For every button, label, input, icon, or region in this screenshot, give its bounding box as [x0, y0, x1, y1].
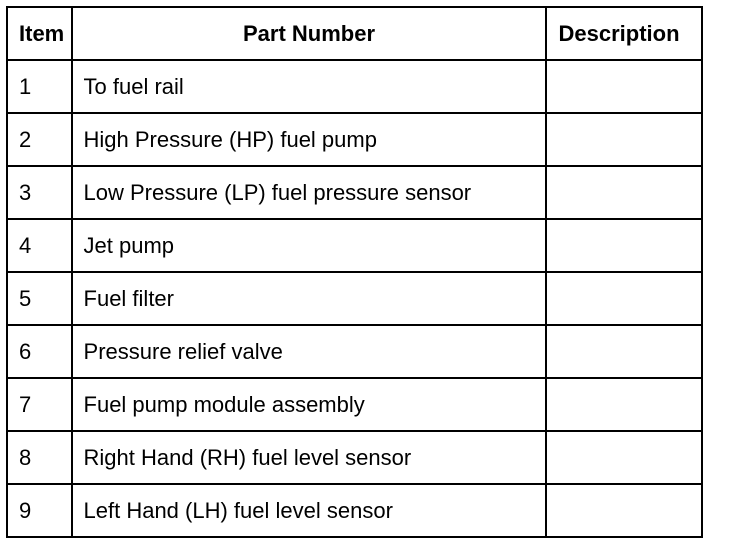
description-cell	[546, 219, 702, 272]
item-cell: 6	[7, 325, 72, 378]
item-cell: 7	[7, 378, 72, 431]
part-number-cell: To fuel rail	[72, 60, 547, 113]
table-row	[7, 219, 702, 272]
table-row	[7, 272, 702, 325]
description-cell	[546, 431, 702, 484]
item-cell: 1	[7, 60, 72, 113]
part-number-cell: Fuel filter	[72, 272, 547, 325]
table-header	[7, 7, 702, 60]
part-number-cell: Left Hand (LH) fuel level sensor	[72, 484, 547, 537]
part-number-cell: Low Pressure (LP) fuel pressure sensor	[72, 166, 547, 219]
table-row	[7, 325, 702, 378]
part-number-cell: High Pressure (HP) fuel pump	[72, 113, 547, 166]
part-number-cell: Pressure relief valve	[72, 325, 547, 378]
description-cell	[546, 378, 702, 431]
table-row	[7, 484, 702, 537]
description-cell	[546, 60, 702, 113]
description-cell	[546, 484, 702, 537]
description-cell	[546, 325, 702, 378]
table-row	[7, 166, 702, 219]
description-cell	[546, 166, 702, 219]
item-cell: 5	[7, 272, 72, 325]
description-cell	[546, 113, 702, 166]
table-row	[7, 60, 702, 113]
header-description: Description	[546, 7, 702, 60]
part-number-cell: Fuel pump module assembly	[72, 378, 547, 431]
item-cell: 2	[7, 113, 72, 166]
part-number-cell: Jet pump	[72, 219, 547, 272]
table-row	[7, 431, 702, 484]
header-row	[7, 7, 702, 60]
part-number-cell: Right Hand (RH) fuel level sensor	[72, 431, 547, 484]
description-cell	[546, 272, 702, 325]
parts-table	[6, 6, 703, 538]
table-row	[7, 378, 702, 431]
item-cell: 9	[7, 484, 72, 537]
item-cell: 3	[7, 166, 72, 219]
table-body	[7, 60, 702, 537]
header-part-number: Part Number	[72, 7, 547, 60]
table-row	[7, 113, 702, 166]
header-item: Item	[7, 7, 72, 60]
item-cell: 8	[7, 431, 72, 484]
item-cell: 4	[7, 219, 72, 272]
